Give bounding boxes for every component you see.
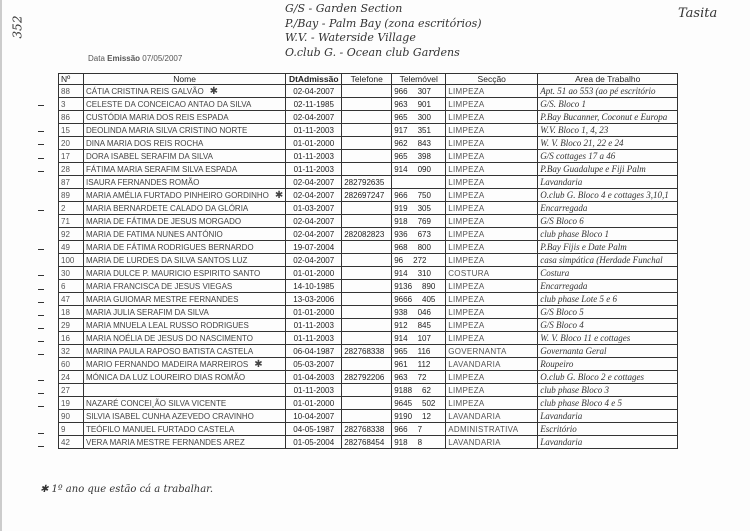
table-row: [59, 137, 678, 150]
row-work-area: club phase Bloco 4 e 5: [538, 397, 678, 410]
margin-dash-mark: [38, 328, 44, 329]
row-admission-date: 13-03-2006: [286, 293, 342, 306]
row-mobile: 9136 890: [392, 280, 446, 293]
row-admission-date: 01-01-2000: [286, 306, 342, 319]
row-section: LAVANDARIA: [446, 358, 538, 371]
row-mobile: 912 845: [392, 319, 446, 332]
row-work-area: Lavandaria: [538, 176, 678, 189]
row-phone: [342, 163, 392, 176]
row-name: MARIA DE LURDES DA SILVA SANTOS LUZ: [84, 254, 286, 267]
row-name: DEOLINDA MARIA SILVA CRISTINO NORTE: [84, 124, 286, 137]
header-admission-date: DtAdmissão: [286, 74, 342, 85]
row-phone: [342, 293, 392, 306]
header-name: Nome: [84, 74, 286, 85]
row-name: MARIA MNUELA LEAL RUSSO RODRIGUES: [84, 319, 286, 332]
table-row: [59, 241, 678, 254]
row-name: MARIA AMÉLIA FURTADO PINHEIRO GORDINHO ✱: [84, 189, 286, 202]
header-phone: Telefone: [342, 74, 392, 85]
row-admission-date: 02-04-2007: [286, 176, 342, 189]
row-name: FÁTIMA MARIA SERAFIM SILVA ESPADA: [84, 163, 286, 176]
row-mobile: 965 300: [392, 111, 446, 124]
row-name: MARINA PAULA RAPOSO BATISTA CASTELA: [84, 345, 286, 358]
row-section: ADMINISTRATIVA: [446, 423, 538, 436]
row-phone: 282697247: [342, 189, 392, 202]
row-phone: [342, 306, 392, 319]
row-name: MARIA JULIA SERAFIM DA SILVA: [84, 306, 286, 319]
row-admission-date: 02-11-1985: [286, 98, 342, 111]
row-number: 27: [59, 384, 84, 397]
scan-edge: [0, 0, 2, 531]
row-mobile: 96 272: [392, 254, 446, 267]
row-name: [84, 384, 286, 397]
margin-dash-mark: [38, 354, 44, 355]
row-work-area: Governanta Geral: [538, 345, 678, 358]
staff-table: [58, 73, 678, 449]
row-mobile: 9645 502: [392, 397, 446, 410]
row-phone: [342, 202, 392, 215]
row-mobile: 914 090: [392, 163, 446, 176]
row-name: VERA MARIA MESTRE FERNANDES AREZ: [84, 436, 286, 449]
table-row: [59, 397, 678, 410]
table-row: [59, 358, 678, 371]
row-number: 71: [59, 215, 84, 228]
row-admission-date: 01-11-2003: [286, 150, 342, 163]
table-row: [59, 150, 678, 163]
table-row: [59, 319, 678, 332]
row-admission-date: 01-01-2000: [286, 397, 342, 410]
margin-dash-mark: [38, 315, 44, 316]
row-admission-date: 02-04-2007: [286, 189, 342, 202]
abbreviation-legend: [285, 2, 482, 60]
row-phone: [342, 384, 392, 397]
header-work-area: Area de Trabalho: [538, 74, 678, 85]
margin-dash-mark: [38, 433, 44, 434]
row-number: 16: [59, 332, 84, 345]
row-mobile: 965 116: [392, 345, 446, 358]
row-phone: [342, 241, 392, 254]
row-mobile: 966 7: [392, 423, 446, 436]
row-number: 30: [59, 267, 84, 280]
header-number: Nº: [59, 74, 84, 85]
row-name: DORA ISABEL SERAFIM DA SILVA: [84, 150, 286, 163]
row-phone: [342, 267, 392, 280]
table-row: [59, 111, 678, 124]
row-number: 29: [59, 319, 84, 332]
row-admission-date: 01-11-2003: [286, 332, 342, 345]
row-work-area: Encarregada: [538, 202, 678, 215]
table-row: [59, 215, 678, 228]
row-phone: [342, 137, 392, 150]
row-phone: 282082823: [342, 228, 392, 241]
table-row: [59, 202, 678, 215]
row-section: LIMPEZA: [446, 280, 538, 293]
row-work-area: P.Bay Bucanner, Coconut e Europa: [538, 111, 678, 124]
row-admission-date: 01-01-2000: [286, 137, 342, 150]
row-name: TEÓFILO MANUEL FURTADO CASTELA: [84, 423, 286, 436]
row-section: LIMPEZA: [446, 215, 538, 228]
row-phone: [342, 254, 392, 267]
asterisk-mark: ✱: [254, 358, 263, 370]
row-phone: [342, 150, 392, 163]
row-section: LIMPEZA: [446, 189, 538, 202]
row-phone: [342, 358, 392, 371]
row-mobile: 914 310: [392, 267, 446, 280]
row-mobile: 917 351: [392, 124, 446, 137]
row-admission-date: 01-11-2003: [286, 163, 342, 176]
row-number: 49: [59, 241, 84, 254]
row-phone: [342, 111, 392, 124]
row-name: MARIA DE FATIMA NUNES ANTÓNIO: [84, 228, 286, 241]
row-number: 9: [59, 423, 84, 436]
row-number: 19: [59, 397, 84, 410]
row-work-area: W.V. Bloco 1, 4, 23: [538, 124, 678, 137]
row-phone: [342, 215, 392, 228]
row-phone: 282768338: [342, 423, 392, 436]
signature: Tasita: [678, 6, 718, 21]
row-phone: 282792206: [342, 371, 392, 384]
row-section: LIMPEZA: [446, 319, 538, 332]
row-name: CUSTÓDIA MARIA DOS REIS ESPADA: [84, 111, 286, 124]
row-name: DINA MARIA DOS REIS ROCHA: [84, 137, 286, 150]
row-name: MARIA BERNARDETE CALADO DA GLÓRIA: [84, 202, 286, 215]
row-number: 6: [59, 280, 84, 293]
row-work-area: G/S cottages 17 a 46: [538, 150, 678, 163]
table-row: [59, 423, 678, 436]
header-mobile: Telemóvel: [392, 74, 446, 85]
row-name: MÓNICA DA LUZ LOUREIRO DIAS ROMÃO: [84, 371, 286, 384]
row-section: LIMPEZA: [446, 306, 538, 319]
row-name: NAZARÉ CONCEI¸ÃO SILVA VICENTE: [84, 397, 286, 410]
row-number: 15: [59, 124, 84, 137]
row-number: 2: [59, 202, 84, 215]
row-section: LIMPEZA: [446, 254, 538, 267]
row-mobile: 962 843: [392, 137, 446, 150]
row-mobile: 966 750: [392, 189, 446, 202]
row-section: LIMPEZA: [446, 384, 538, 397]
table-row: [59, 384, 678, 397]
row-work-area: W. V. Bloco 11 e cottages: [538, 332, 678, 345]
row-admission-date: 01-11-2003: [286, 319, 342, 332]
row-work-area: G/S Bloco 5: [538, 306, 678, 319]
table-row: [59, 189, 678, 202]
table-row: [59, 410, 678, 423]
row-work-area: club phase Lote 5 e 6: [538, 293, 678, 306]
legend-line: G/S - Garden Section: [285, 2, 403, 15]
row-mobile: 918 769: [392, 215, 446, 228]
row-work-area: G/S Bloco 6: [538, 215, 678, 228]
row-section: LIMPEZA: [446, 137, 538, 150]
row-admission-date: 02-04-2007: [286, 85, 342, 98]
legend-line: P./Bay - Palm Bay (zona escritórios): [285, 16, 482, 30]
row-admission-date: 05-03-2007: [286, 358, 342, 371]
page-number: 352: [10, 15, 25, 39]
row-phone: [342, 280, 392, 293]
row-number: 89: [59, 189, 84, 202]
row-mobile: 9188 62: [392, 384, 446, 397]
emission-date: Data Emissão 07/05/2007: [88, 54, 183, 63]
margin-dash-mark: [38, 380, 44, 381]
row-work-area: Apt. 51 ao 553 (ao pé escritório: [538, 85, 678, 98]
row-phone: [342, 319, 392, 332]
row-mobile: 9666 405: [392, 293, 446, 306]
row-phone: 282768454: [342, 436, 392, 449]
row-number: 88: [59, 85, 84, 98]
row-admission-date: 10-04-2007: [286, 410, 342, 423]
table-row: [59, 332, 678, 345]
margin-dash-mark: [38, 393, 44, 394]
row-section: LIMPEZA: [446, 332, 538, 345]
row-name: MARIA NOÉLIA DE JESUS DO NASCIMENTO: [84, 332, 286, 345]
row-number: 100: [59, 254, 84, 267]
asterisk-mark: ✱: [274, 189, 284, 201]
row-name: MARIA DE FÁTIMA DE JESUS MORGADO: [84, 215, 286, 228]
table-row: [59, 98, 678, 111]
row-work-area: G/S Bloco 4: [538, 319, 678, 332]
table-row: [59, 85, 678, 98]
row-section: LIMPEZA: [446, 228, 538, 241]
row-mobile: 9190 12: [392, 410, 446, 423]
row-admission-date: 02-04-2007: [286, 228, 342, 241]
row-admission-date: 02-04-2007: [286, 254, 342, 267]
row-phone: 282792635: [342, 176, 392, 189]
table-row: [59, 371, 678, 384]
row-mobile: [392, 176, 446, 189]
row-work-area: casa simpática (Herdade Funchal: [538, 254, 678, 267]
table-header: [59, 74, 678, 85]
row-mobile: 961 112: [392, 358, 446, 371]
row-mobile: 966 307: [392, 85, 446, 98]
margin-dash-mark: [38, 131, 44, 132]
row-mobile: 963 72: [392, 371, 446, 384]
row-phone: [342, 85, 392, 98]
margin-dash-mark: [38, 341, 44, 342]
margin-dash-mark: [38, 406, 44, 407]
row-number: 42: [59, 436, 84, 449]
row-name: CELESTE DA CONCEICAO ANTAO DA SILVA: [84, 98, 286, 111]
margin-dash-mark: [38, 249, 44, 250]
table-row: [59, 163, 678, 176]
footnote: ✱ 1º ano que estão cá a trabalhar.: [40, 484, 214, 495]
row-work-area: Escritório: [538, 423, 678, 436]
legend-line: O.club G. - Ocean club Gardens: [285, 45, 460, 59]
row-work-area: club phase Bloco 3: [538, 384, 678, 397]
row-section: LIMPEZA: [446, 293, 538, 306]
table-row: [59, 436, 678, 449]
row-work-area: Lavandaria: [538, 436, 678, 449]
margin-dash-mark: [38, 302, 44, 303]
margin-dash-mark: [38, 105, 44, 106]
row-work-area: Roupeiro: [538, 358, 678, 371]
row-section: LIMPEZA: [446, 98, 538, 111]
row-admission-date: 01-11-2003: [286, 384, 342, 397]
row-section: LIMPEZA: [446, 176, 538, 189]
row-admission-date: 01-01-2000: [286, 267, 342, 280]
row-work-area: P.Bay Fijis e Date Palm: [538, 241, 678, 254]
asterisk-mark: ✱: [209, 85, 219, 97]
margin-dash-mark: [38, 289, 44, 290]
row-admission-date: 01-11-2003: [286, 124, 342, 137]
table-row: [59, 254, 678, 267]
row-number: 3: [59, 98, 84, 111]
row-number: 60: [59, 358, 84, 371]
row-number: 86: [59, 111, 84, 124]
row-work-area: W. V. Bloco 21, 22 e 24: [538, 137, 678, 150]
row-section: LIMPEZA: [446, 241, 538, 254]
row-phone: [342, 397, 392, 410]
row-name: MARIO FERNANDO MADEIRA MARREIROS ✱: [84, 358, 286, 371]
row-admission-date: 06-04-1987: [286, 345, 342, 358]
row-section: LIMPEZA: [446, 85, 538, 98]
row-name: ISAURA FERNANDES ROMÃO: [84, 176, 286, 189]
row-work-area: Costura: [538, 267, 678, 280]
table-row: [59, 306, 678, 319]
row-name: MARIA DE FÁTIMA RODRIGUES BERNARDO: [84, 241, 286, 254]
row-section: LIMPEZA: [446, 202, 538, 215]
row-section: LIMPEZA: [446, 371, 538, 384]
row-mobile: 914 107: [392, 332, 446, 345]
table-row: [59, 293, 678, 306]
row-number: 47: [59, 293, 84, 306]
row-section: COSTURA: [446, 267, 538, 280]
row-name: MARIA DULCE P. MAURICIO ESPIRITO SANTO: [84, 267, 286, 280]
table-row: [59, 176, 678, 189]
row-admission-date: 02-04-2007: [286, 215, 342, 228]
row-work-area: club phase Bloco 1: [538, 228, 678, 241]
row-number: 18: [59, 306, 84, 319]
legend-line: W.V. - Waterside Village: [285, 31, 416, 44]
row-phone: [342, 332, 392, 345]
row-mobile: 965 398: [392, 150, 446, 163]
row-section: LIMPEZA: [446, 111, 538, 124]
row-section: LIMPEZA: [446, 150, 538, 163]
row-number: 17: [59, 150, 84, 163]
table-row: [59, 345, 678, 358]
table-row: [59, 228, 678, 241]
row-phone: [342, 98, 392, 111]
row-admission-date: 14-10-1985: [286, 280, 342, 293]
row-number: 87: [59, 176, 84, 189]
row-section: LIMPEZA: [446, 397, 538, 410]
row-work-area: Lavandaria: [538, 410, 678, 423]
row-mobile: 968 800: [392, 241, 446, 254]
row-mobile: 936 673: [392, 228, 446, 241]
margin-dash-mark: [38, 158, 44, 159]
row-mobile: 938 046: [392, 306, 446, 319]
row-work-area: O.club G. Bloco 2 e cottages: [538, 371, 678, 384]
row-work-area: P.Bay Guadalupe e Fiji Palm: [538, 163, 678, 176]
row-section: LIMPEZA: [446, 124, 538, 137]
row-admission-date: 01-05-2004: [286, 436, 342, 449]
row-number: 32: [59, 345, 84, 358]
row-admission-date: 01-04-2003: [286, 371, 342, 384]
margin-dash-mark: [38, 446, 44, 447]
margin-dash-mark: [38, 275, 44, 276]
row-mobile: 919 305: [392, 202, 446, 215]
row-admission-date: 04-05-1987: [286, 423, 342, 436]
row-number: 90: [59, 410, 84, 423]
row-phone: [342, 410, 392, 423]
row-admission-date: 19-07-2004: [286, 241, 342, 254]
row-number: 92: [59, 228, 84, 241]
row-admission-date: 02-04-2007: [286, 111, 342, 124]
header-section: Secção: [446, 74, 538, 85]
row-number: 28: [59, 163, 84, 176]
row-phone: 282768338: [342, 345, 392, 358]
row-phone: [342, 124, 392, 137]
row-section: GOVERNANTA: [446, 345, 538, 358]
margin-dash-mark: [38, 210, 44, 211]
row-mobile: 963 901: [392, 98, 446, 111]
row-section: LAVANDARIA: [446, 410, 538, 423]
row-name: CÁTIA CRISTINA REIS GALVÃO ✱: [84, 85, 286, 98]
row-work-area: O.club G. Bloco 4 e cottages 3,10,1: [538, 189, 678, 202]
row-mobile: 918 8: [392, 436, 446, 449]
row-number: 20: [59, 137, 84, 150]
row-number: 24: [59, 371, 84, 384]
margin-dash-mark: [38, 171, 44, 172]
margin-dash-mark: [38, 144, 44, 145]
row-section: LIMPEZA: [446, 163, 538, 176]
row-admission-date: 01-03-2007: [286, 202, 342, 215]
table-row: [59, 267, 678, 280]
row-name: MARIA GUIOMAR MESTRE FERNANDES: [84, 293, 286, 306]
row-name: SILVIA ISABEL CUNHA AZEVEDO CRAVINHO: [84, 410, 286, 423]
table-row: [59, 280, 678, 293]
row-section: LAVANDARIA: [446, 436, 538, 449]
row-work-area: G/S. Bloco 1: [538, 98, 678, 111]
row-name: MARIA FRANCISCA DE JESUS VIEGAS: [84, 280, 286, 293]
table-row: [59, 124, 678, 137]
row-work-area: Encarregada: [538, 280, 678, 293]
